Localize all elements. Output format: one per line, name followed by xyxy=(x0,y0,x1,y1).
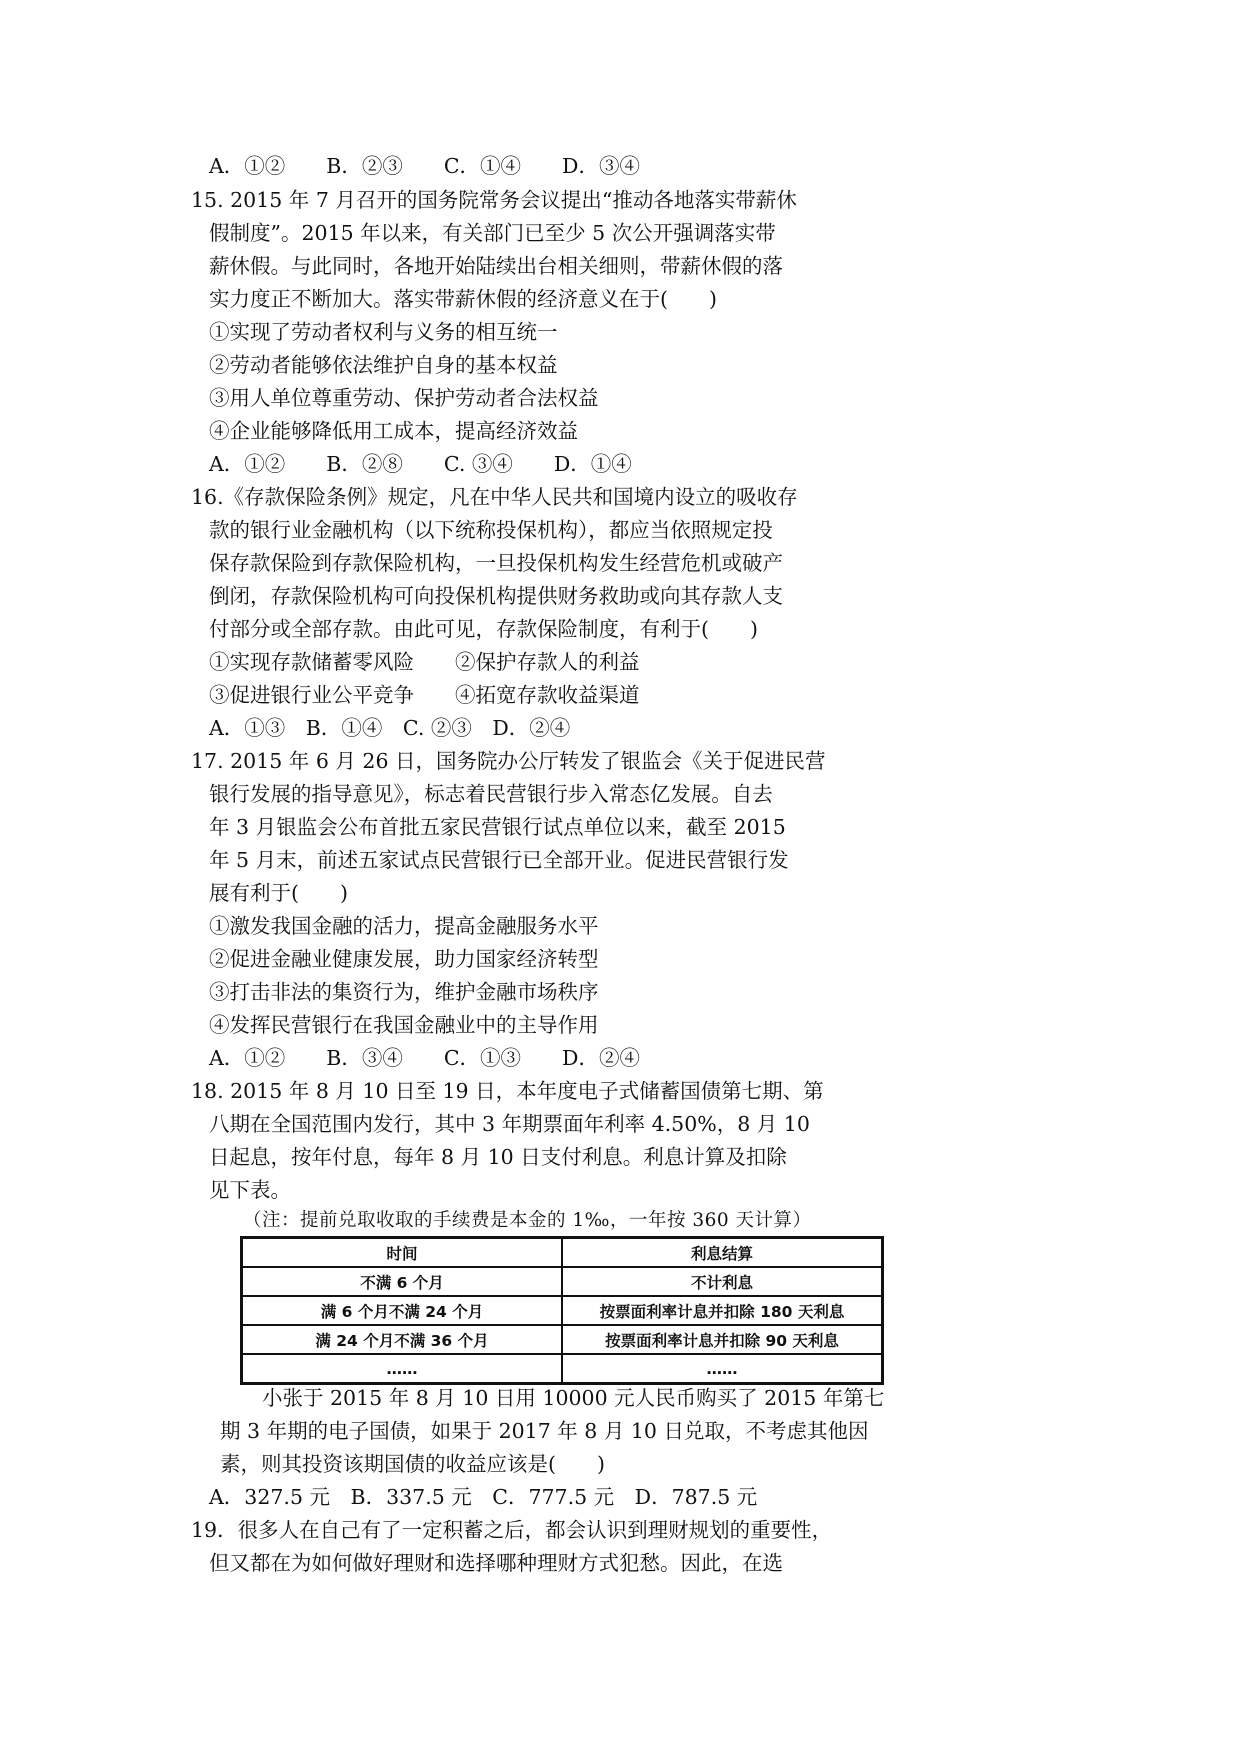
text-line: ③促进银行业公平竞争 ④拓宽存款收益渠道 xyxy=(209,683,640,707)
interest-table xyxy=(240,1236,884,1385)
table-cell: …… xyxy=(562,1354,883,1384)
table-note: （注：提前兑取收取的手续费是本金的 1‰，一年按 360 天计算） xyxy=(243,1210,812,1231)
text-line: 见下表。 xyxy=(209,1178,291,1202)
header-interest: 利息结算 xyxy=(562,1238,883,1268)
table-cell: 按票面利率计息并扣除 180 天利息 xyxy=(562,1296,883,1325)
table-header-row xyxy=(242,1238,883,1268)
text-line: 薪休假。与此同时，各地开始陆续出台相关细则，带薪休假的落 xyxy=(209,254,783,278)
table-cell: 按票面利率计息并扣除 90 天利息 xyxy=(562,1325,883,1354)
text-line: 八期在全国范围内发行，其中 3 年期票面年利率 4.50%，8 月 10 xyxy=(209,1112,810,1136)
table-row xyxy=(242,1296,883,1325)
text-line: 倒闭，存款保险机构可向投保机构提供财务救助或向其存款人支 xyxy=(209,584,783,608)
text-line: ①实现了劳动者权利与义务的相互统一 xyxy=(209,320,558,344)
table-row xyxy=(242,1325,883,1354)
text-line: A．①③ B．①④ C. ②③ D．②④ xyxy=(209,716,571,740)
text-line: ②促进金融业健康发展，助力国家经济转型 xyxy=(209,947,599,971)
table-row xyxy=(242,1354,883,1384)
text-line: 15. 2015 年 7 月召开的国务院常务会议提出“推动各地落实带薪休 xyxy=(191,188,797,212)
text-line: ④企业能够降低用工成本，提高经济效益 xyxy=(209,419,578,443)
text-line: 年 3 月银监会公布首批五家民营银行试点单位以来，截至 2015 xyxy=(209,815,786,839)
text-line: 18. 2015 年 8 月 10 日至 19 日，本年度电子式储蓄国债第七期、第 xyxy=(191,1079,824,1103)
text-line: 保存款保险到存款保险机构，一旦投保机构发生经营危机或破产 xyxy=(209,551,783,575)
text-line: A．327.5 元 B．337.5 元 C．777.5 元 D．787.5 元 xyxy=(209,1485,758,1509)
table-row xyxy=(242,1267,883,1296)
text-line: ④发挥民营银行在我国金融业中的主导作用 xyxy=(209,1013,599,1037)
table-cell: 不计利息 xyxy=(562,1267,883,1296)
text-line: A．①② B．③④ C．①③ D．②④ xyxy=(209,1046,640,1070)
text-line: ③打击非法的集资行为，维护金融市场秩序 xyxy=(209,980,599,1004)
table-cell: …… xyxy=(242,1354,563,1384)
text-line: 16.《存款保险条例》规定，凡在中华人民共和国境内设立的吸收存 xyxy=(191,485,798,509)
text-line: 17. 2015 年 6 月 26 日，国务院办公厅转发了银监会《关于促进民营 xyxy=(191,749,826,773)
text-line: ①实现存款储蓄零风险 ②保护存款人的利益 xyxy=(209,650,640,674)
text-line: 银行发展的指导意见》，标志着民营银行步入常态亿发展。自去 xyxy=(209,782,773,806)
text-line: ③用人单位尊重劳动、保护劳动者合法权益 xyxy=(209,386,599,410)
text-line: 日起息，按年付息，每年 8 月 10 日支付利息。利息计算及扣除 xyxy=(209,1145,787,1169)
table-cell: 不满 6 个月 xyxy=(242,1267,563,1296)
text-line: 但又都在为如何做好理财和选择哪种理财方式犯愁。因此，在选 xyxy=(209,1551,783,1575)
text-line: 年 5 月末，前述五家试点民营银行已全部开业。促进民营银行发 xyxy=(209,848,789,872)
text-line: A．①② B．②③ C．①④ D．③④ xyxy=(209,154,640,178)
text-line: A．①② B．②⑧ C. ③④ D．①④ xyxy=(209,452,632,476)
text-line: 小张于 2015 年 8 月 10 日用 10000 元人民币购买了 2015 年第七 xyxy=(262,1386,885,1410)
text-line: 期 3 年期的电子国债，如果于 2017 年 8 月 10 日兑取，不考虑其他因 xyxy=(220,1419,869,1443)
table-cell: 满 24 个月不满 36 个月 xyxy=(242,1325,563,1354)
header-time: 时间 xyxy=(242,1238,563,1268)
text-line: 展有利于( ) xyxy=(209,881,348,905)
text-line: ①激发我国金融的活力，提高金融服务水平 xyxy=(209,914,599,938)
table-cell: 满 6 个月不满 24 个月 xyxy=(242,1296,563,1325)
text-line: 19．很多人在自己有了一定积蓄之后，都会认识到理财规划的重要性， xyxy=(191,1518,833,1542)
text-line: 素，则其投资该期国债的收益应该是( ) xyxy=(220,1452,605,1476)
text-line: 付部分或全部存款。由此可见，存款保险制度，有利于( ) xyxy=(209,617,758,641)
text-line: 实力度正不断加大。落实带薪休假的经济意义在于( ) xyxy=(209,287,717,311)
text-line: 假制度”。2015 年以来，有关部门已至少 5 次公开强调落实带 xyxy=(209,221,776,245)
text-line: ②劳动者能够依法维护自身的基本权益 xyxy=(209,353,558,377)
text-line: 款的银行业金融机构（以下统称投保机构），都应当依照规定投 xyxy=(209,518,773,542)
